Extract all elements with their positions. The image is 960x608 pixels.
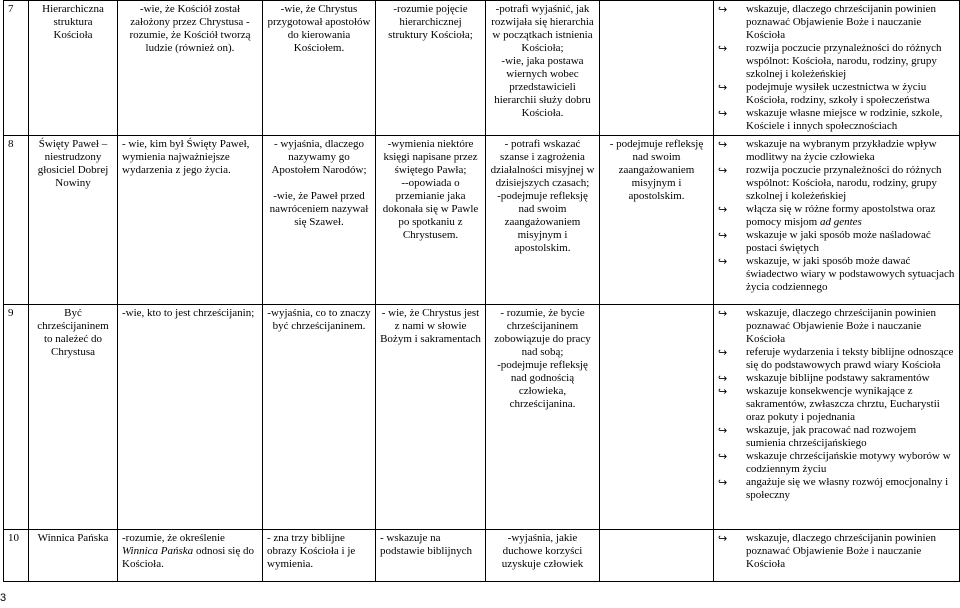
requirement-cell: - wie, kim był Święty Paweł, wymienia najważniejsze wydarzenia z jego życia. bbox=[118, 136, 263, 305]
outcomes-cell bbox=[714, 305, 960, 530]
list-item: ↪ wskazuje, dlaczego chrześcijanin powinien poznawać Objawienie Boże i nauczanie Kościoła bbox=[718, 532, 936, 570]
requirement-cell: -wyjaśnia, jakie duchowe korzyści uzyskuje człowiek bbox=[486, 530, 600, 582]
page-number: 3 bbox=[0, 592, 7, 604]
curriculum-table bbox=[3, 0, 960, 582]
requirement-cell bbox=[600, 305, 714, 530]
lesson-topic: Święty Paweł – niestrudzony głosiciel Dobrej Nowiny bbox=[29, 136, 118, 305]
arrow-hook-icon: ↪ bbox=[718, 107, 728, 120]
arrow-hook-icon: ↪ bbox=[718, 385, 728, 398]
arrow-hook-icon: ↪ bbox=[718, 424, 728, 437]
arrow-hook-icon: ↪ bbox=[718, 203, 728, 216]
lesson-topic: Być chrześcijaninem to należeć do Chrystusa bbox=[29, 305, 118, 530]
requirement-cell: - rozumie, że bycie chrześcijaninem zobowiązuje do pracy nad sobą; -podejmuje refleksję nad godnością człowieka, chrześcijanina. bbox=[486, 305, 600, 530]
arrow-hook-icon: ↪ bbox=[718, 138, 728, 151]
lesson-number: 9 bbox=[4, 305, 29, 530]
requirement-cell: -wymienia niektóre księgi napisane przez świętego Pawła; --opowiada o przemianie jaka dokonała się w Pawle po spotkaniu z Chrystusem. bbox=[376, 136, 486, 305]
arrow-hook-icon: ↪ bbox=[718, 476, 728, 489]
list-item: ↪ wskazuje, dlaczego chrześcijanin powinien poznawać Objawienie Boże i nauczanie Kościoła bbox=[718, 307, 936, 345]
arrow-hook-icon: ↪ bbox=[718, 532, 728, 545]
table-row bbox=[4, 1, 960, 136]
requirement-cell: - wyjaśnia, dlaczego nazywamy go Apostołem Narodów; -wie, że Paweł przed nawróceniem nazywał się Szaweł. bbox=[263, 136, 376, 305]
lesson-number: 8 bbox=[4, 136, 29, 305]
requirement-cell: - potrafi wskazać szanse i zagrożenia działalności misyjnej w dzisiejszych czasach; -podejmuje refleksję nad swoim zaangażowaniem misyjnym i apostolskim. bbox=[486, 136, 600, 305]
list-item: ↪ włącza się w różne formy apostolstwa oraz pomocy misjom ad gentes bbox=[718, 203, 936, 228]
table-row bbox=[4, 136, 960, 305]
arrow-hook-icon: ↪ bbox=[718, 81, 728, 94]
arrow-hook-icon: ↪ bbox=[718, 372, 728, 385]
requirement-cell bbox=[600, 1, 714, 136]
arrow-hook-icon: ↪ bbox=[718, 346, 728, 359]
requirement-cell: - wie, że Chrystus jest z nami w słowie Bożym i sakramentach bbox=[376, 305, 486, 530]
list-item: ↪ rozwija poczucie przynależności do różnych wspólnot: Kościoła, narodu, rodziny, grupy szkolnej i koleżeńskiej bbox=[718, 164, 942, 202]
lesson-number: 10 bbox=[4, 530, 29, 582]
list-item: ↪ wskazuje konsekwencje wynikające z sakramentów, zwłaszcza chrztu, Eucharystii oraz pokuty i pojednania bbox=[718, 385, 940, 423]
list-item: ↪ referuje wydarzenia i teksty biblijne odnoszące się do podstawowych prawd wiary Kościoła bbox=[718, 346, 954, 371]
arrow-hook-icon: ↪ bbox=[718, 229, 728, 242]
list-item: ↪ wskazuje, jak pracować nad rozwojem sumienia chrześcijańskiego bbox=[718, 424, 917, 449]
arrow-hook-icon: ↪ bbox=[718, 164, 728, 177]
table-row bbox=[4, 305, 960, 530]
list-item: ↪ wskazuje własne miejsce w rodzinie, szkole, Kościele i innych społecznościach bbox=[718, 107, 943, 132]
list-item: ↪ wskazuje, w jaki sposób może dawać świadectwo wiary w podstawowych sytuacjach życia codziennego bbox=[718, 255, 955, 293]
requirement-cell: -wie, kto to jest chrześcijanin; bbox=[118, 305, 263, 530]
requirement-cell: - wskazuje na podstawie biblijnych bbox=[376, 530, 486, 582]
requirement-cell: -wie, że Kościół został założony przez Chrystusa -rozumie, że Kościół tworzą ludzie (również on). bbox=[118, 1, 263, 136]
list-item: ↪ wskazuje chrześcijańskie motywy wyborów w codziennym życiu bbox=[718, 450, 951, 475]
outcomes-cell bbox=[714, 1, 960, 136]
requirement-cell: -potrafi wyjaśnić, jak rozwijała się hierarchia w początkach istnienia Kościoła; -wie, jaka postawa wiernych wobec przedstawicieli hierarchii służy dobru Kościoła. bbox=[486, 1, 600, 136]
requirement-cell: - zna trzy biblijne obrazy Kościoła i je wymienia. bbox=[263, 530, 376, 582]
requirement-cell: -rozumie, że określenie Winnica Pańska odnosi się do Kościoła. bbox=[118, 530, 263, 582]
list-item: ↪ wskazuje biblijne podstawy sakramentów bbox=[718, 372, 930, 385]
requirement-cell: -wie, że Chrystus przygotował apostołów do kierowania Kościołem. bbox=[263, 1, 376, 136]
list-item: ↪ podejmuje wysiłek uczestnictwa w życiu Kościoła, rodziny, szkoły i społeczeństwa bbox=[718, 81, 930, 106]
list-item: ↪ wskazuje na wybranym przykładzie wpływ modlitwy na życie człowieka bbox=[718, 138, 937, 163]
requirement-cell: -rozumie pojęcie hierarchicznej struktury Kościoła; bbox=[376, 1, 486, 136]
requirement-cell: - podejmuje refleksję nad swoim zaangażowaniem misyjnym i apostolskim. bbox=[600, 136, 714, 305]
list-item: ↪ angażuje się we własny rozwój emocjonalny i społeczny bbox=[718, 476, 949, 501]
list-item: ↪ wskazuje w jaki sposób może naśladować postaci świętych bbox=[718, 229, 931, 254]
arrow-hook-icon: ↪ bbox=[718, 255, 728, 268]
arrow-hook-icon: ↪ bbox=[718, 3, 728, 16]
outcomes-cell bbox=[714, 136, 960, 305]
requirement-cell: -wyjaśnia, co to znaczy być chrześcijaninem. bbox=[263, 305, 376, 530]
list-item: ↪ rozwija poczucie przynależności do różnych wspólnot: Kościoła, narodu, rodziny, grupy szkolnej i koleżeńskiej bbox=[718, 42, 942, 80]
lesson-topic: Winnica Pańska bbox=[29, 530, 118, 582]
arrow-hook-icon: ↪ bbox=[718, 307, 728, 320]
requirement-cell bbox=[600, 530, 714, 582]
arrow-hook-icon: ↪ bbox=[718, 450, 728, 463]
lesson-topic: Hierarchiczna struktura Kościoła bbox=[29, 1, 118, 136]
outcomes-cell bbox=[714, 530, 960, 582]
table-row bbox=[4, 530, 960, 582]
arrow-hook-icon: ↪ bbox=[718, 42, 728, 55]
list-item: ↪ wskazuje, dlaczego chrześcijanin powinien poznawać Objawienie Boże i nauczanie Kościoła bbox=[718, 3, 936, 41]
lesson-number: 7 bbox=[4, 1, 29, 136]
